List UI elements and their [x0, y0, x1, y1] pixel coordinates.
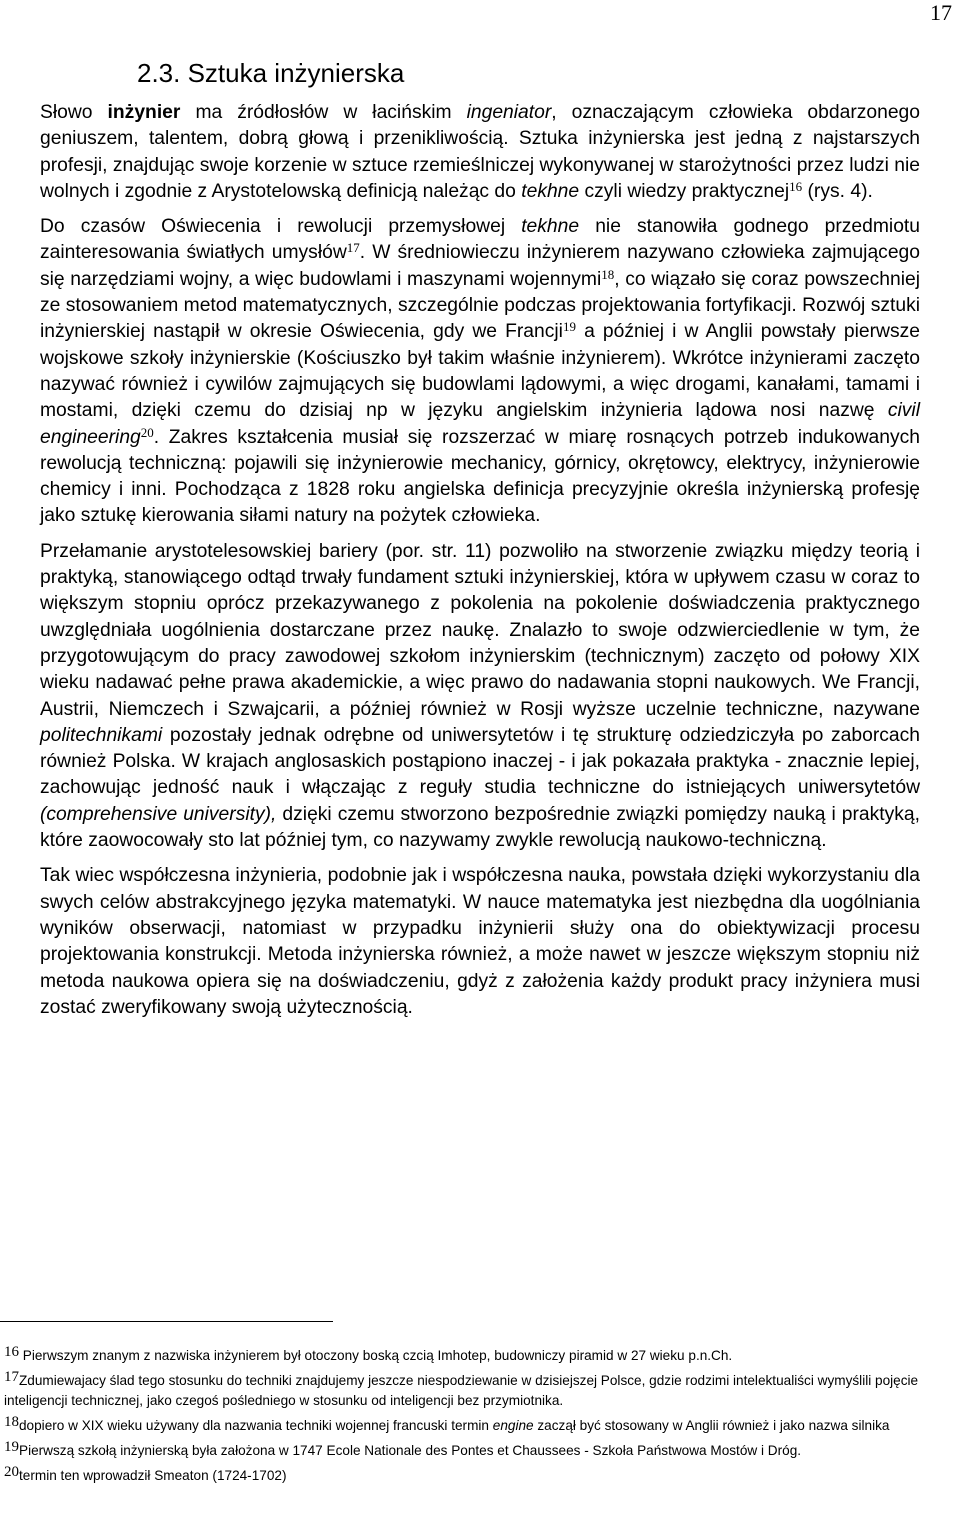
footnote-ref: 16: [789, 178, 803, 194]
footnote-text: [19, 1468, 286, 1483]
italic-text: politechnikami: [40, 724, 163, 746]
paragraph: [40, 539, 920, 855]
text-run: Przełamanie arystotelesowskiej bariery (por. str. 11) pozwoliło na stworzenie związku między teorią i praktyką, stanowiącego odtąd trwały fundament sztuki inżynierskiej, która w upływem czasu w coraz to większym stopniu oprócz przekazywanego z pokolenia na pokolenie doświadczenia praktycznego uwzględniała uogólnienia dostarczane przez naukę. Znalazło to swoje odzwierciedlenie w tym, że przygotowującym do pracy zawodowej szkołom inżynierskim (technicznym) zaczęto od połowy XIX wieku nadawać pełne prawa akademickie, a więc prawo do nadawania stopni naukowych. We Francji, Austrii, Niemczech i Szwajcarii, a później również w Rosji wyższe uczelnie techniczne, nazywane: [40, 540, 920, 720]
footnote-number: 19: [4, 1439, 19, 1455]
italic-text: civil engineering: [40, 400, 920, 448]
italic-text: ingeniator: [466, 102, 552, 123]
page-number: 17: [930, 0, 952, 25]
paragraph: [40, 214, 920, 530]
text-run: a później i w Anglii powstały pierwsze wojskowe szkoły inżynierskie (Kościuszko był takim właśnie inżynierem). Wkrótce inżynierami zaczęto nazywać również i cywilów zajmujących się budowlami lądowymi, a więc drogami, kanałami, tamami i mostami, dzięki czemu do dzisiaj np w języku angielskim inżynieria lądowa nosi nazwę: [40, 321, 920, 422]
text-run: termin ten wprowadził Smeaton (1724-1702): [19, 1468, 287, 1483]
footnote-number: 17: [4, 1369, 19, 1385]
text-run: ma źródłosłów w łacińskim: [180, 102, 467, 123]
text-run: Słowo: [40, 102, 108, 123]
footnote-ref: 18: [601, 266, 615, 282]
footnote-ref: 17: [346, 240, 360, 256]
footnote: [4, 1371, 948, 1411]
text-run: , oznaczającym człowieka obdarzonego geniuszem, talentem, dobrą głową i przenikliwością. Sztuka inżynierska jest jedną z najstarszych profesji, znajdując swoje korzenie w sztuce rzemieślniczej wykonywanej w starożytności przez ludzi nie wolnych i zgodnie z Arystotelowską definicją należąc do: [40, 102, 921, 202]
section-title: 2.3. Sztuka inżynierska: [137, 58, 405, 88]
italic-text: tekhne: [521, 180, 580, 202]
body-text: [40, 100, 920, 1030]
text-run: Zdumiewajacy ślad tego stosunku do techniki znajdujemy jeszcze niespodziewanie w dzisiejszej Polsce, gdzie rodzimi intelektualiści wymyślili pojęcie inteligencji technicznej, jako czegoś pośledniego w stosunku od inteligencji bez przymiotnika.: [4, 1373, 919, 1408]
text-run: . W średniowieczu inżynierem nazywano człowieka zajmującego się narzędziami wojny, a więc budowlami i maszynami wojennymi: [40, 242, 920, 290]
footnote-text: [19, 1348, 732, 1363]
footnotes: [4, 1346, 948, 1491]
text-run: , co wiązało się coraz powszechniej ze stosowaniem metod matematycznych, szczególnie podczas projektowania fortyfikacji. Rozwój sztuki inżynierskiej nastąpił w okresie Oświecenia, gdy we Francji: [40, 268, 921, 343]
text-run: dopiero w XIX wieku używany dla nazwania techniki wojennej francuski termin: [19, 1418, 493, 1433]
text-run: nie stanowiła godnego przedmiotu zainteresowania światłych umysłów: [40, 216, 921, 264]
footnote: [4, 1416, 948, 1436]
footnote-text: [4, 1373, 918, 1408]
text-run: Pierwszą szkołą inżynierską była założona w 1747 Ecole Nationale des Pontes et Chaussees - Szkoła Państwowa Mostów i Dróg.: [19, 1443, 802, 1458]
footnote-ref: 20: [140, 424, 154, 440]
footnote-text: [19, 1443, 801, 1458]
text-run: Tak wiec współczesna inżynieria, podobnie jak i współczesna nauka, powstała dzięki wykorzystaniu dla swych celów abstrakcyjnego języka matematyki. W nauce matematyka jest niezbędna dla uogólniania wyników obserwacji, natomiast w przypadku inżynierii służy ona do obiektywizacji procesu projektowania konstrukcji. Metoda inżynierska również, a może nawet w jeszcze większym stopniu niż metoda naukowa opiera się na doświadczeniu, gdyż z założenia każdy produkt pracy inżyniera musi zostać zweryfikowany swoją użytecznością.: [40, 865, 920, 1018]
paragraph: [40, 100, 920, 205]
text-run: dzięki czemu stworzono bezpośrednie związki pomiędzy nauką i praktyką, które zaowocowały sto lat później tym, co nazywamy zwykle rewolucją naukowo-techniczną.: [40, 803, 920, 852]
footnote-separator: [0, 1321, 333, 1322]
bold-text: inżynier: [107, 102, 181, 123]
text-run: zaczął być stosowany w Anglii również i jako nazwa silnika: [533, 1418, 890, 1433]
paragraph: [40, 863, 920, 1021]
footnote-number: 18: [4, 1414, 19, 1430]
footnote-text: [19, 1418, 889, 1433]
footnote: [4, 1466, 948, 1486]
text-run: (rys. 4).: [802, 180, 873, 202]
italic-text: tekhne: [521, 216, 580, 238]
footnote-number: 16: [4, 1344, 19, 1360]
footnote-ref: 19: [562, 319, 576, 335]
text-run: Pierwszym znanym z nazwiska inżynierem był otoczony boską czcią Imhotep, budowniczy piramid w 27 wieku p.n.Ch.: [19, 1348, 733, 1363]
italic-text: (comprehensive university),: [40, 803, 277, 825]
text-run: Do czasów Oświecenia i rewolucji przemysłowej: [40, 216, 522, 238]
footnote: [4, 1346, 948, 1366]
footnote: [4, 1441, 948, 1461]
footnote-number: 20: [4, 1464, 19, 1480]
text-run: czyli wiedzy praktycznej: [579, 180, 790, 202]
italic-text: engine: [492, 1418, 534, 1433]
text-run: . Zakres kształcenia musiał się rozszerzać w miarę rosnących potrzeb indukowanych rewolucją techniczną: pojawili się inżynierowie mechanicy, górnicy, okrętowcy, elektrycy, inżynierowie chemicy i inni. Pochodząca z 1828 roku angielska definicja precyzyjnie określa inżynierską profesję jako sztukę kierowania siłami natury na pożytek człowieka.: [40, 426, 920, 527]
text-run: pozostały jednak odrębne od uniwersytetów i tę strukturę odziedziczyła po zaborcach również Polska. W krajach anglosaskich postąpiono inaczej - i jak pokazała praktyka - znacznie lepiej, zachowując jedność nauk i włączając z reguły studia techniczne do istniejących uniwersytetów: [40, 724, 920, 799]
